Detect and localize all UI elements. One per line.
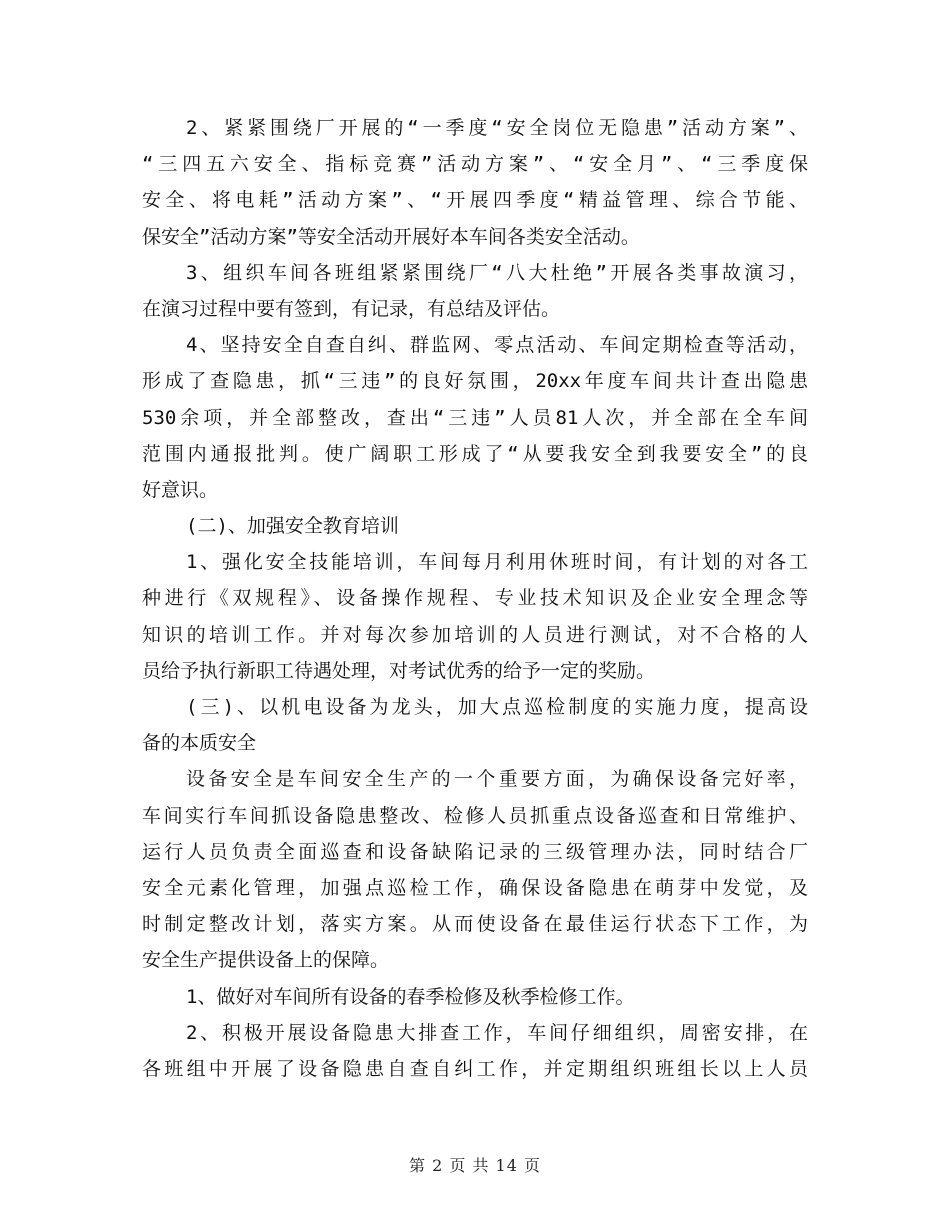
text-line: 范围内通报批判。使广阔职工形成了“从要我安全到我要安全”的良 bbox=[142, 442, 808, 465]
text-line: 安全元素化管理，加强点巡检工作，确保设备隐患在萌芽中发觉，及 bbox=[142, 876, 808, 899]
text-line: 保安全”活动方案”等安全活动开展好本车间各类安全活动。 bbox=[142, 225, 640, 248]
text-line: 设备安全是车间安全生产的一个重要方面，为确保设备完好率， bbox=[186, 768, 808, 791]
text-line: 1、做好对车间所有设备的春季检修及秋季检修工作。 bbox=[186, 985, 635, 1008]
text-line: 安全、将电耗”活动方案”、“开展四季度“精益管理、综合节能、 bbox=[142, 189, 808, 212]
text-line: 知识的培训工作。并对每次参加培训的人员进行测试，对不合格的人 bbox=[142, 623, 808, 646]
text-line: 好意识。 bbox=[142, 478, 219, 501]
text-line: 2、紧紧围绕厂开展的“一季度“安全岗位无隐患”活动方案”、 bbox=[186, 117, 808, 139]
section-heading: (三)、以机电设备为龙头，加大点巡检制度的实施力度，提高设 bbox=[186, 696, 808, 718]
text-line: 形成了查隐患，抓“三违”的良好氛围，20xx年度车间共计查出隐患 bbox=[142, 370, 808, 393]
text-line: 各班组中开展了设备隐患自查自纠工作，并定期组织班组长以上人员 bbox=[142, 1057, 808, 1080]
text-line: 4、坚持安全自查自纠、群监网、零点活动、车间定期检查等活动， bbox=[186, 334, 808, 357]
text-line: 车间实行车间抓设备隐患整改、检修人员抓重点设备巡查和日常维护、 bbox=[142, 804, 808, 827]
text-line: “三四五六安全、指标竞赛”活动方案”、“安全月”、“三季度保 bbox=[142, 153, 808, 176]
page-number-footer: 第 2 页 共 14 页 bbox=[409, 1156, 541, 1175]
text-line: 在演习过程中要有签到，有记录，有总结及评估。 bbox=[142, 297, 561, 320]
text-line: 530余项，并全部整改，查出“三违”人员81人次，并全部在全车间 bbox=[142, 406, 808, 429]
text-line: 时制定整改计划，落实方案。从而使设备在最佳运行状态下工作，为 bbox=[142, 913, 808, 936]
text-line: 安全生产提供设备上的保障。 bbox=[142, 949, 390, 972]
text-line: 种进行《双规程》、设备操作规程、专业技术知识及企业安全理念等 bbox=[142, 587, 808, 610]
body-text bbox=[142, 110, 808, 1087]
section-heading: 备的本质安全 bbox=[142, 732, 257, 755]
text-line: 3、组织车间各班组紧紧围绕厂“八大杜绝”开展各类事故演习， bbox=[186, 261, 808, 284]
text-line: 2、积极开展设备隐患大排查工作，车间仔细组织，周密安排，在 bbox=[186, 1021, 808, 1044]
text-line: 员给予执行新职工待遇处理，对考试优秀的给予一定的奖励。 bbox=[142, 659, 656, 682]
section-heading: (二)、加强安全教育培训 bbox=[186, 515, 399, 538]
text-line: 1、强化安全技能培训，车间每月利用休班时间，有计划的对各工 bbox=[186, 551, 808, 574]
text-line: 运行人员负责全面巡查和设备缺陷记录的三级管理办法，同时结合厂 bbox=[142, 840, 808, 863]
